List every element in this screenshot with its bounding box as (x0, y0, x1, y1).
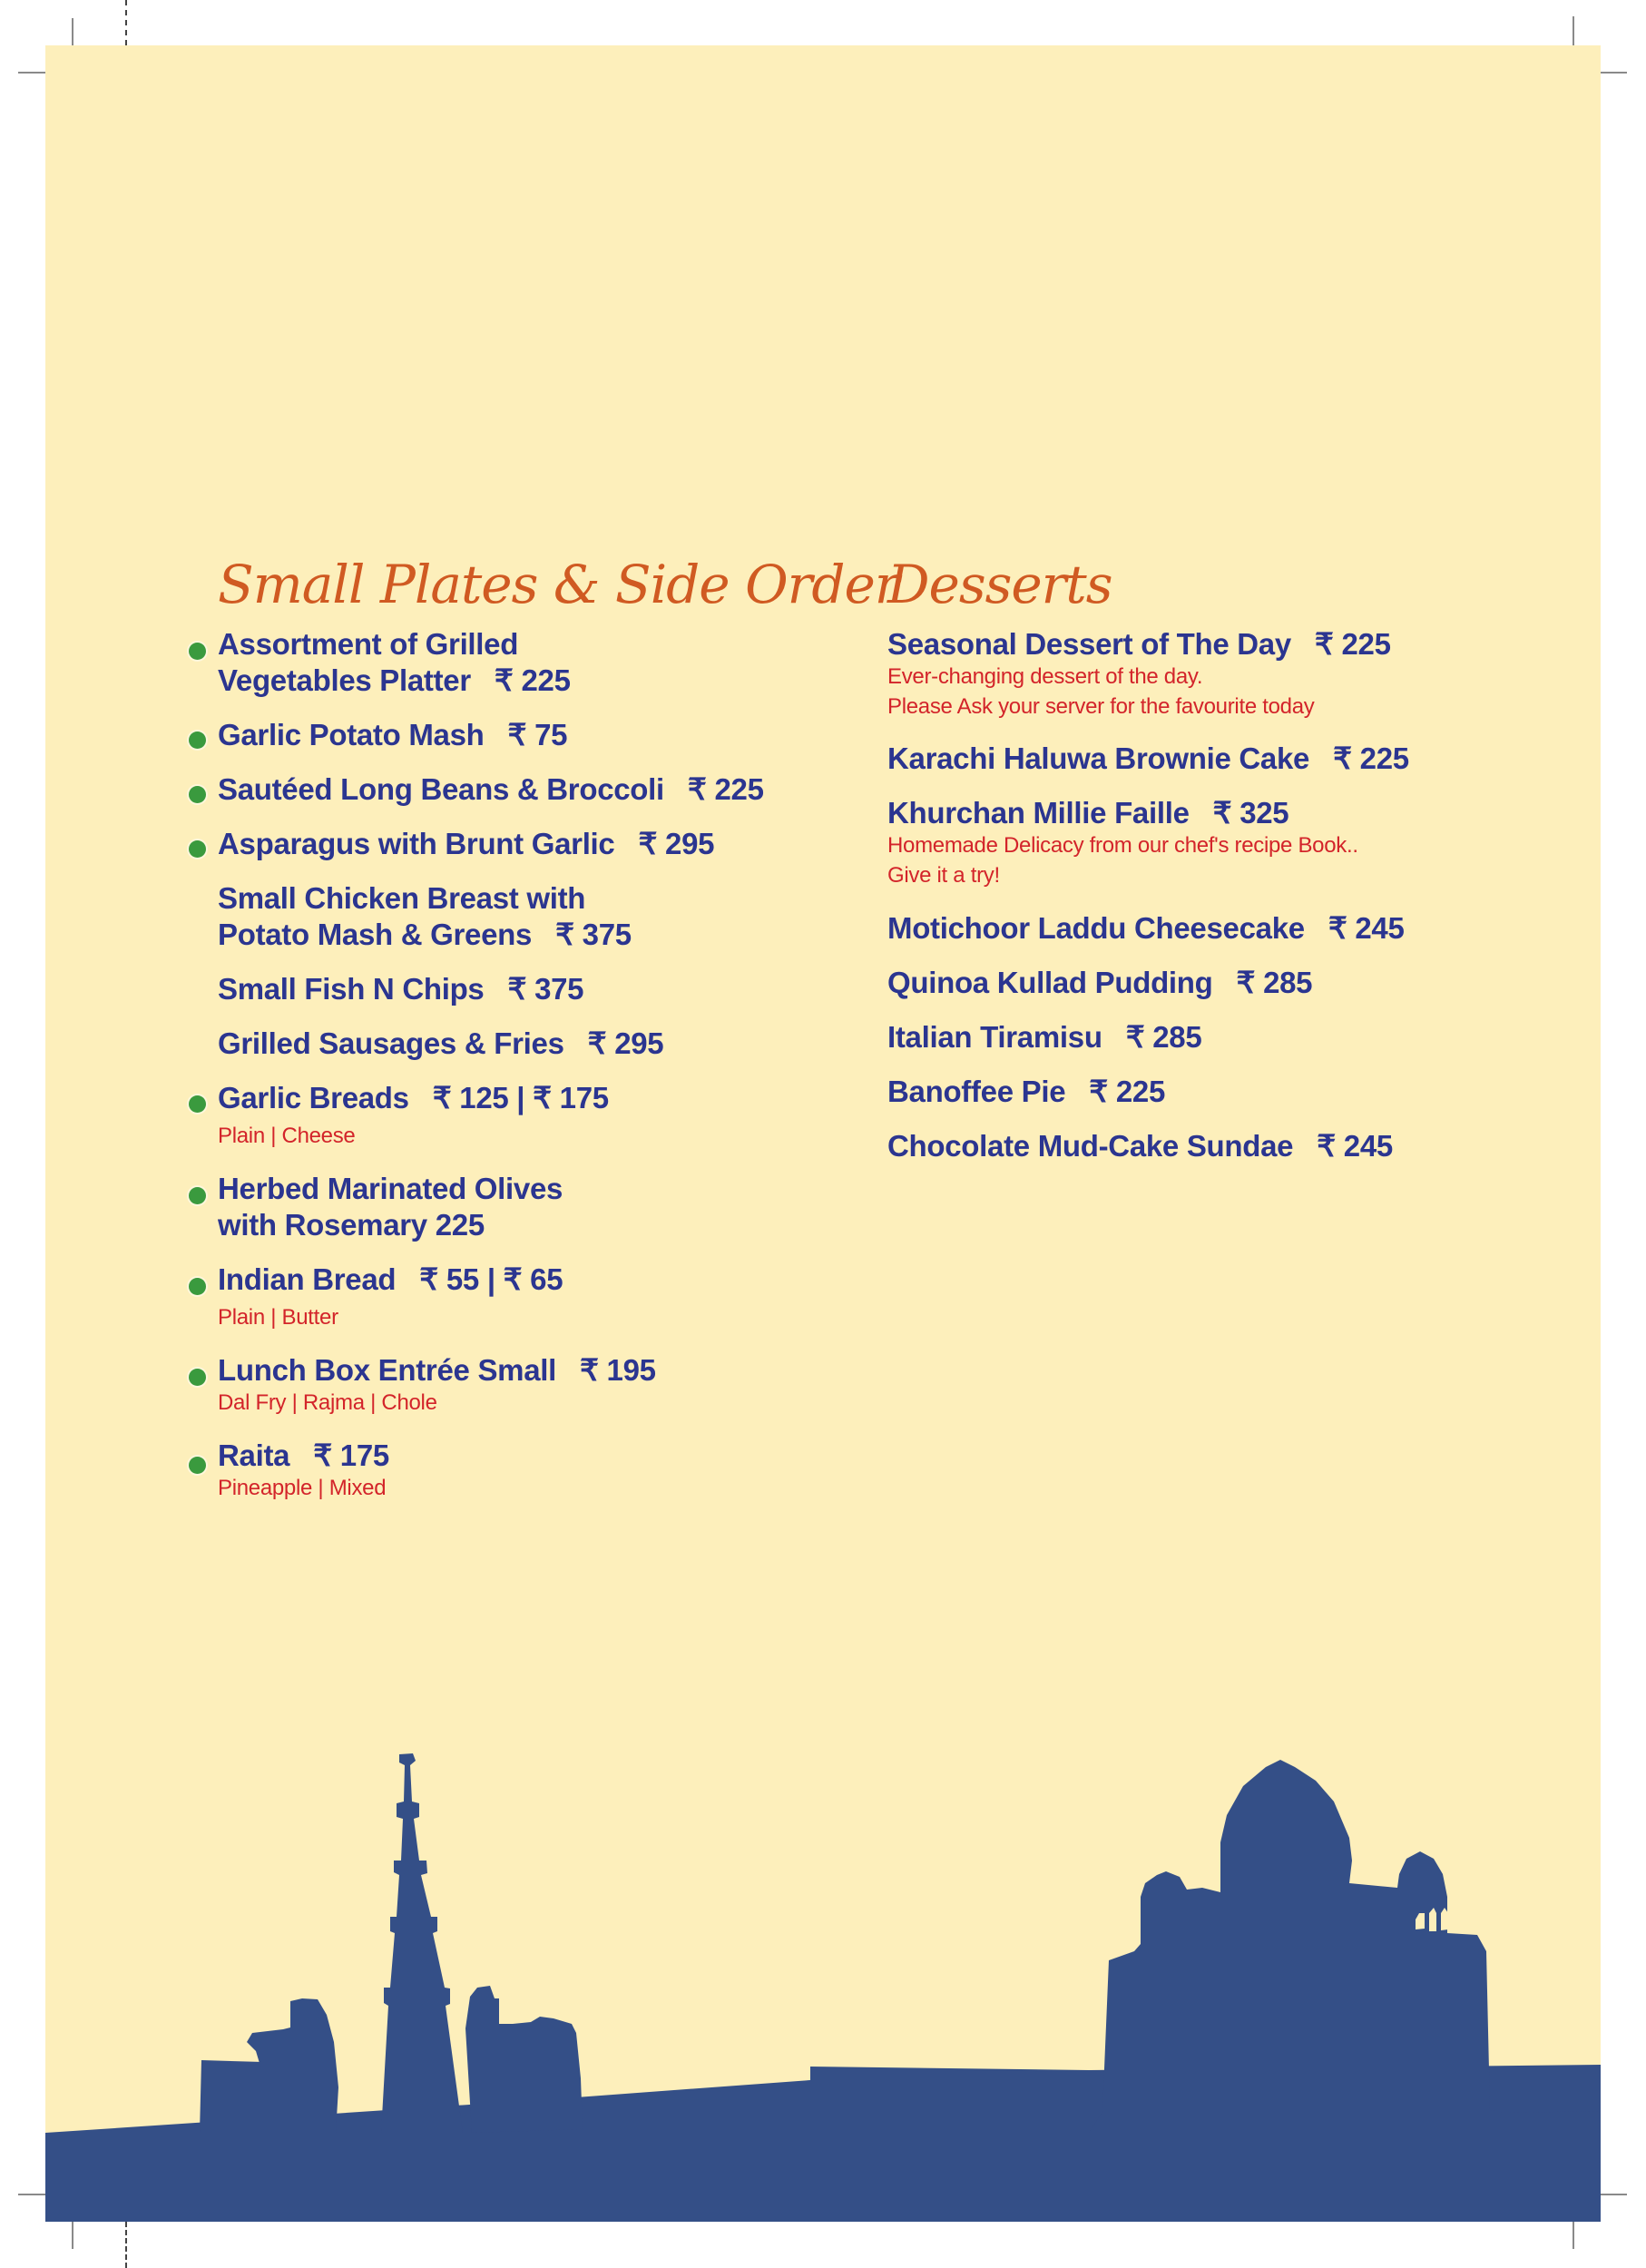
item-name: Asparagus with Brunt Garlic (218, 827, 615, 860)
item-note: Ever-changing dessert of the day. (887, 664, 1203, 689)
item-name: Herbed Marinated Olives (218, 1172, 563, 1205)
item-note: Pineapple | Mixed (218, 1476, 387, 1500)
item-name: Garlic Breads (218, 1081, 409, 1114)
item-name: Quinoa Kullad Pudding (887, 966, 1213, 999)
item-name: Garlic Potato Mash (218, 718, 485, 751)
item-price: ₹ 325 (1212, 796, 1289, 830)
item-price: ₹ 225 (494, 663, 571, 697)
item-price: ₹ 225 (1333, 741, 1409, 775)
item-price: ₹ 225 (687, 772, 764, 806)
item-price: ₹ 245 (1317, 1129, 1393, 1163)
item-price: ₹ 55 | ₹ 65 (419, 1262, 563, 1296)
section-title-desserts: Desserts (887, 554, 1112, 615)
item-price: ₹ 285 (1125, 1020, 1202, 1054)
item-name-line2: Vegetables Platter (218, 663, 471, 697)
item-price: ₹ 175 (313, 1438, 389, 1472)
item-price: ₹ 75 (507, 718, 568, 751)
ruins-right-icon (465, 1986, 583, 2133)
item-name: Karachi Haluwa Brownie Cake (887, 741, 1310, 775)
section-title-small-plates: Small Plates & Side Order (218, 554, 899, 615)
item-name: Assortment of Grilled (218, 627, 519, 661)
item-name: Small Chicken Breast with (218, 881, 586, 915)
item-note: Please Ask your server for the favourite today (887, 694, 1315, 719)
item-name: Small Fish N Chips (218, 972, 485, 1006)
fold-mark-bottom (125, 2222, 127, 2268)
item-name: Grilled Sausages & Fries (218, 1026, 564, 1060)
item-note: Dal Fry | Rajma | Chole (218, 1390, 437, 1415)
item-name: Sautéed Long Beans & Broccoli (218, 772, 664, 806)
item-name: Khurchan Millie Faille (887, 796, 1190, 830)
item-name: Banoffee Pie (887, 1075, 1066, 1108)
item-price: ₹ 295 (587, 1026, 664, 1060)
item-name-line2: Potato Mash & Greens (218, 918, 533, 951)
item-price: ₹ 375 (555, 918, 632, 951)
item-note: Give it a try! (887, 863, 1000, 888)
qutub-minar-icon (381, 1753, 463, 2133)
item-name: Raita (218, 1438, 290, 1472)
item-name: Chocolate Mud-Cake Sundae (887, 1129, 1294, 1163)
item-price: ₹ 225 (1314, 627, 1391, 661)
item-name-line2: with Rosemary 225 (218, 1208, 485, 1242)
ruins-left-icon (200, 2060, 263, 2133)
delhi-skyline-illustration (45, 45, 1601, 2222)
item-price: ₹ 225 (1089, 1075, 1166, 1108)
item-price: ₹ 375 (507, 972, 584, 1006)
item-name: Lunch Box Entrée Small (218, 1353, 556, 1387)
item-price: ₹ 285 (1236, 966, 1313, 999)
item-price: ₹ 125 | ₹ 175 (432, 1081, 609, 1114)
item-name: Indian Bread (218, 1262, 397, 1296)
fold-mark-top (125, 0, 127, 45)
menu-page (45, 45, 1601, 2222)
item-name: Motichoor Laddu Cheesecake (887, 911, 1305, 945)
item-name: Italian Tiramisu (887, 1020, 1102, 1054)
item-price: ₹ 245 (1328, 911, 1405, 945)
item-note: Homemade Delicacy from our chef's recipe Book.. (887, 833, 1358, 858)
item-price: ₹ 195 (579, 1353, 656, 1387)
item-name: Seasonal Dessert of The Day (887, 627, 1291, 661)
item-note: Plain | Cheese (218, 1124, 356, 1148)
item-note: Plain | Butter (218, 1305, 338, 1330)
item-price: ₹ 295 (638, 827, 715, 860)
